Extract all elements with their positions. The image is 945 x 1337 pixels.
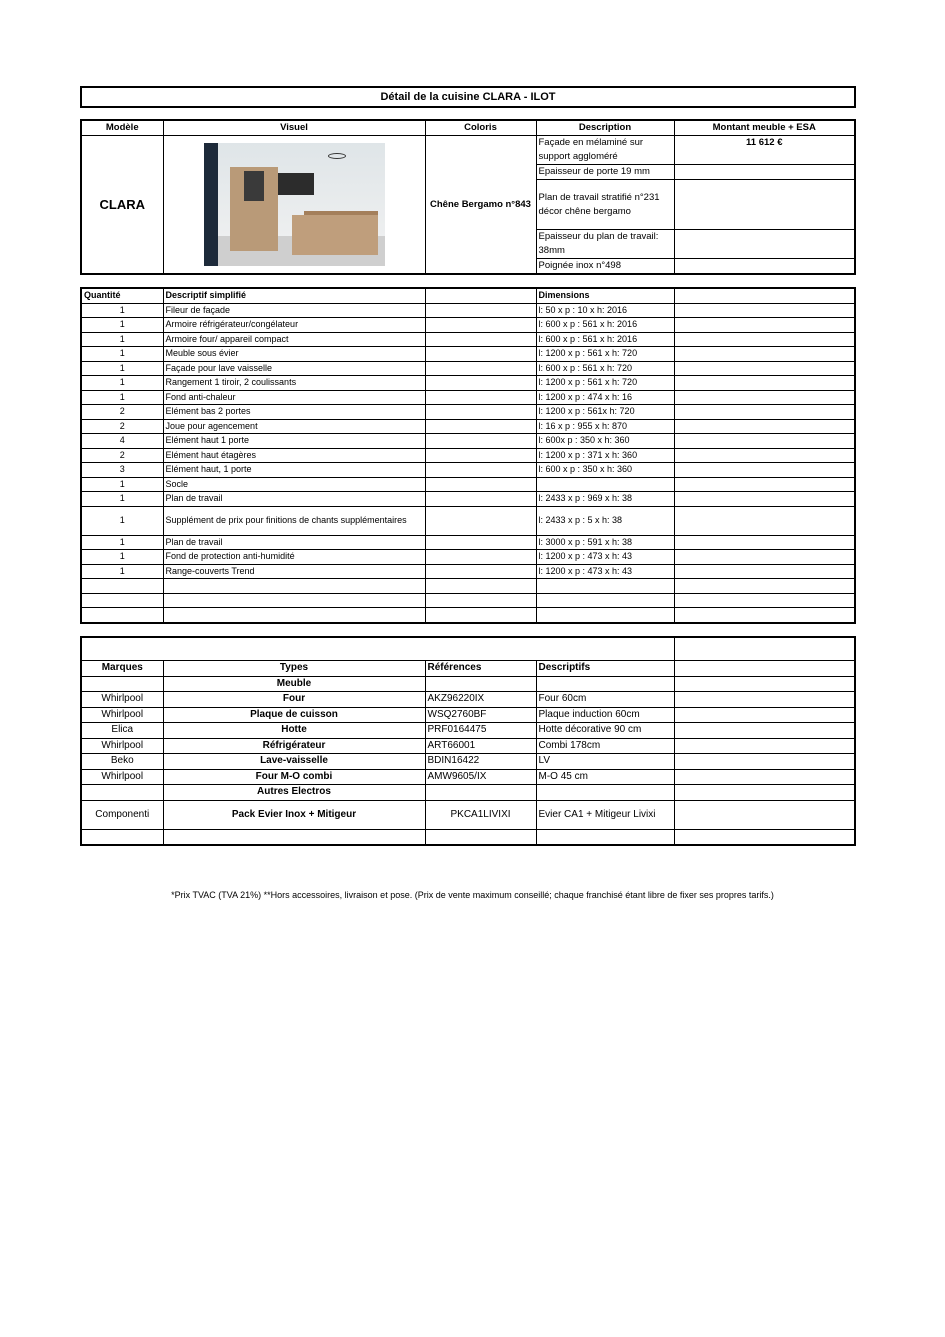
row-reference: WSQ2760BF <box>425 707 536 723</box>
table-row <box>81 332 855 347</box>
row-quantity: 1 <box>81 564 163 579</box>
description-line: Epaisseur de porte 19 mm <box>536 165 674 180</box>
table-row <box>81 419 855 434</box>
row-reference: PRF0164475 <box>425 723 536 739</box>
row-description: Supplément de prix pour finitions de chants supplémentaires <box>163 506 425 535</box>
header-modele: Modèle <box>81 120 163 136</box>
row-reference: ART66001 <box>425 738 536 754</box>
price-value: 11 612 € <box>674 136 855 165</box>
header-visuel: Visuel <box>163 120 425 136</box>
row-type: Réfrigérateur <box>163 738 425 754</box>
row-quantity: 1 <box>81 332 163 347</box>
header-montant: Montant meuble + ESA <box>674 120 855 136</box>
row-quantity: 1 <box>81 318 163 333</box>
header-descriptifs: Descriptifs <box>536 661 674 677</box>
table-row <box>81 564 855 579</box>
model-name: CLARA <box>81 136 163 275</box>
summary-table <box>80 119 856 275</box>
row-brand: Elica <box>81 723 163 739</box>
row-dimensions: l: 600 x p : 350 x h: 360 <box>536 463 674 478</box>
row-quantity <box>81 593 163 608</box>
header-types: Types <box>163 661 425 677</box>
row-dimensions: l: 1200 x p : 371 x h: 360 <box>536 448 674 463</box>
row-dimensions: l: 1200 x p : 473 x h: 43 <box>536 550 674 565</box>
row-quantity: 1 <box>81 477 163 492</box>
row-quantity: 1 <box>81 535 163 550</box>
row-dimensions: l: 1200 x p : 474 x h: 16 <box>536 390 674 405</box>
page-title: Détail de la cuisine CLARA - ILOT <box>80 86 856 108</box>
row-quantity: 1 <box>81 303 163 318</box>
row-description: Armoire réfrigérateur/congélateur <box>163 318 425 333</box>
row-brand: Beko <box>81 754 163 770</box>
row-descriptif: Hotte décorative 90 cm <box>536 723 674 739</box>
table-row <box>81 434 855 449</box>
appliances-table <box>80 636 856 846</box>
row-brand: Componenti <box>81 800 163 829</box>
row-description: Range-couverts Trend <box>163 564 425 579</box>
row-quantity <box>81 579 163 594</box>
row-descriptif: Evier CA1 + Mitigeur Livixi <box>536 800 674 829</box>
row-quantity: 1 <box>81 492 163 507</box>
table-row <box>81 318 855 333</box>
row-dimensions: l: 600x p : 350 x h: 360 <box>536 434 674 449</box>
footnote: *Prix TVAC (TVA 21%) **Hors accessoires, livraison et pose. (Prix de vente maximum conseillé; chaque franchisé étant libre de fixer ses propres tarifs.) <box>171 890 774 900</box>
row-descriptif: LV <box>536 754 674 770</box>
table-row <box>81 754 855 770</box>
description-line: Façade en mélaminé sur support aggloméré <box>536 136 674 165</box>
row-description: Meuble sous évier <box>163 347 425 362</box>
table-row <box>81 405 855 420</box>
row-quantity: 1 <box>81 361 163 376</box>
table-row <box>81 390 855 405</box>
header-marques: Marques <box>81 661 163 677</box>
row-brand: Whirlpool <box>81 769 163 785</box>
row-dimensions: l: 600 x p : 561 x h: 2016 <box>536 332 674 347</box>
row-quantity: 3 <box>81 463 163 478</box>
row-quantity: 1 <box>81 390 163 405</box>
row-dimensions <box>536 608 674 623</box>
row-description: Fileur de façade <box>163 303 425 318</box>
row-quantity: 2 <box>81 419 163 434</box>
table-row <box>81 550 855 565</box>
description-line: Poignée inox n°498 <box>536 259 674 275</box>
header-references: Références <box>425 661 536 677</box>
row-descriptif: Four 60cm <box>536 692 674 708</box>
row-type: Four M-O combi <box>163 769 425 785</box>
table-row <box>81 535 855 550</box>
header-coloris: Coloris <box>425 120 536 136</box>
section-meuble: Meuble <box>163 676 425 692</box>
table-row <box>81 361 855 376</box>
row-dimensions <box>536 579 674 594</box>
row-description: Plan de travail <box>163 535 425 550</box>
row-type: Lave-vaisselle <box>163 754 425 770</box>
table-row <box>81 593 855 608</box>
row-dimensions: l: 1200 x p : 561 x h: 720 <box>536 376 674 391</box>
table-row <box>81 738 855 754</box>
row-descriptif: M-O 45 cm <box>536 769 674 785</box>
row-dimensions: l: 1200 x p : 561 x h: 720 <box>536 347 674 362</box>
row-descriptif: Combi 178cm <box>536 738 674 754</box>
row-type: Pack Evier Inox + Mitigeur <box>163 800 425 829</box>
table-row <box>81 506 855 535</box>
row-type: Four <box>163 692 425 708</box>
row-description: Fond de protection anti-humidité <box>163 550 425 565</box>
table-row <box>81 723 855 739</box>
row-quantity: 4 <box>81 434 163 449</box>
row-dimensions: l: 1200 x p : 473 x h: 43 <box>536 564 674 579</box>
table-row <box>81 477 855 492</box>
row-dimensions: l: 50 x p : 10 x h: 2016 <box>536 303 674 318</box>
table-row <box>81 347 855 362</box>
row-reference: AMW9605/IX <box>425 769 536 785</box>
table-row <box>81 692 855 708</box>
row-quantity: 1 <box>81 376 163 391</box>
table-row <box>81 800 855 829</box>
row-brand: Whirlpool <box>81 707 163 723</box>
row-dimensions: l: 16 x p : 955 x h: 870 <box>536 419 674 434</box>
table-row <box>81 579 855 594</box>
row-description: Elément bas 2 portes <box>163 405 425 420</box>
row-reference: BDIN16422 <box>425 754 536 770</box>
table-row <box>81 376 855 391</box>
row-description: Rangement 1 tiroir, 2 coulissants <box>163 376 425 391</box>
row-dimensions: l: 1200 x p : 561x h: 720 <box>536 405 674 420</box>
row-description: Joue pour agencement <box>163 419 425 434</box>
row-description: Elément haut, 1 porte <box>163 463 425 478</box>
row-quantity: 2 <box>81 448 163 463</box>
row-description <box>163 579 425 594</box>
row-reference: PKCA1LIVIXI <box>425 800 536 829</box>
table-row <box>81 769 855 785</box>
description-line: Epaisseur du plan de travail: 38mm <box>536 230 674 259</box>
row-quantity: 1 <box>81 550 163 565</box>
row-description: Façade pour lave vaisselle <box>163 361 425 376</box>
color-name: Chêne Bergamo n°843 <box>425 136 536 275</box>
header-dimensions: Dimensions <box>536 288 674 303</box>
row-dimensions <box>536 477 674 492</box>
row-description: Socle <box>163 477 425 492</box>
description-line: Plan de travail stratifié n°231 décor chêne bergamo <box>536 180 674 230</box>
row-dimensions: l: 2433 x p : 5 x h: 38 <box>536 506 674 535</box>
row-dimensions: l: 2433 x p : 969 x h: 38 <box>536 492 674 507</box>
row-description: Elément haut étagères <box>163 448 425 463</box>
table-row <box>81 707 855 723</box>
row-description: Fond anti-chaleur <box>163 390 425 405</box>
row-dimensions: l: 600 x p : 561 x h: 2016 <box>536 318 674 333</box>
header-descriptif: Descriptif simplifié <box>163 288 425 303</box>
table-row <box>81 463 855 478</box>
row-quantity: 1 <box>81 506 163 535</box>
table-row <box>81 303 855 318</box>
row-dimensions <box>536 593 674 608</box>
row-brand: Whirlpool <box>81 692 163 708</box>
row-description <box>163 608 425 623</box>
items-table <box>80 287 856 624</box>
row-quantity <box>81 608 163 623</box>
table-row <box>81 448 855 463</box>
row-type: Hotte <box>163 723 425 739</box>
section-autres-electros: Autres Electros <box>163 785 425 801</box>
row-quantity: 1 <box>81 347 163 362</box>
row-type: Plaque de cuisson <box>163 707 425 723</box>
row-brand: Whirlpool <box>81 738 163 754</box>
table-row <box>81 492 855 507</box>
row-dimensions: l: 3000 x p : 591 x h: 38 <box>536 535 674 550</box>
header-quantite: Quantité <box>81 288 163 303</box>
row-dimensions: l: 600 x p : 561 x h: 720 <box>536 361 674 376</box>
header-description: Description <box>536 120 674 136</box>
row-quantity: 2 <box>81 405 163 420</box>
table-row <box>81 608 855 623</box>
row-description: Armoire four/ appareil compact <box>163 332 425 347</box>
row-descriptif: Plaque induction 60cm <box>536 707 674 723</box>
row-description <box>163 593 425 608</box>
kitchen-image <box>163 136 425 275</box>
row-reference: AKZ96220IX <box>425 692 536 708</box>
row-description: Plan de travail <box>163 492 425 507</box>
row-description: Elément haut 1 porte <box>163 434 425 449</box>
